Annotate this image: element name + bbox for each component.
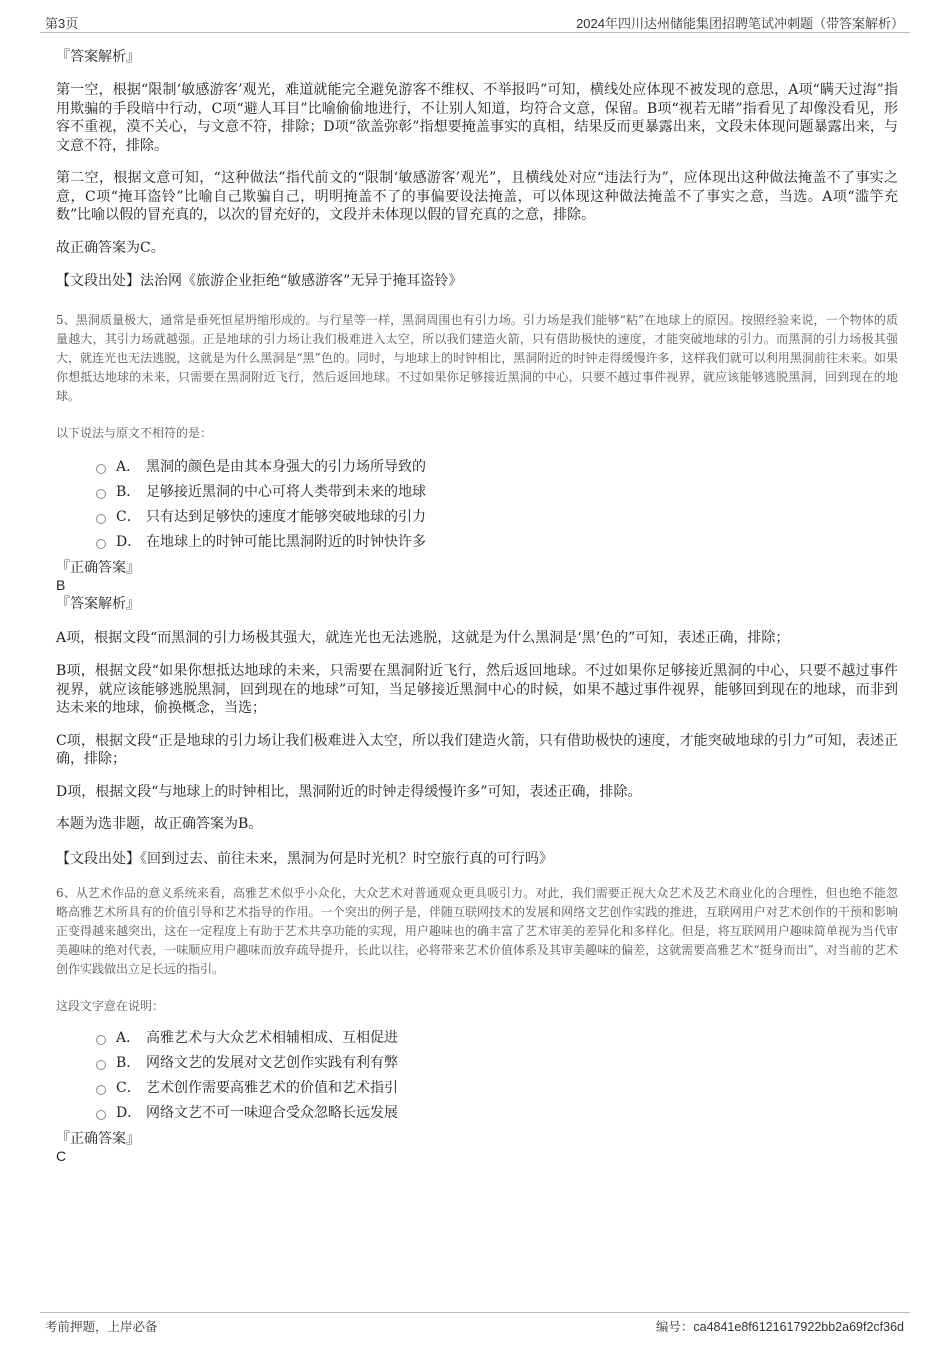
question-prompt: 这段文字意在说明： bbox=[56, 999, 165, 1013]
question-text: 5、黑洞质量极大，通常是垂死恒星坍缩形成的。与行星等一样，黑洞周围也有引力场。引力场是我们能够“粘”在地球上的原因。按照经验来说，一个物体的质量越大，其引力场就越强。正是地球的引力场让我们极难进入太空，所以我们建造火箭，只有借助极快的速度，才能突破地球的引力。而黑洞的引力场极其强大，就连光也无法逃脱，这就是为什么黑洞是“黑”色的。同时，与地球上的时钟相比，黑洞附近的时钟走得缓慢许多，这样我们就可以利用黑洞前往未来。如果你想抵达地球的未来，只需要在黑洞附近飞行，然后返回地球。不过如果你足够接近黑洞的中心，只要不越过事件视界，就应该能够逃脱黑洞，回到现在的地球。 bbox=[56, 312, 898, 403]
analysis-option-c: C项，根据文段“正是地球的引力场让我们极难进入太空，所以我们建造火箭，只有借助极快的速度，才能突破地球的引力”可知，表述正确，排除； bbox=[56, 732, 898, 767]
page-number: 第3页 bbox=[45, 16, 79, 31]
analysis-option-a: A项，根据文段“而黑洞的引力场极其强大，就连光也无法逃脱，这就是为什么黑洞是‘黑’色的”可知，表述正确，排除； bbox=[56, 629, 790, 646]
correct-answer-label: 『正确答案』 bbox=[56, 559, 140, 576]
radio-icon[interactable] bbox=[96, 1110, 106, 1120]
radio-icon[interactable] bbox=[96, 539, 106, 549]
option-b[interactable]: B． 网络文艺的发展对文艺创作实践有利有弊 bbox=[96, 1051, 898, 1076]
footer-slogan: 考前押题，上岸必备 bbox=[45, 1320, 158, 1334]
correct-answer: B bbox=[56, 576, 66, 593]
option-c[interactable]: C． 只有达到足够快的速度才能够突破地球的引力 bbox=[96, 505, 898, 530]
document-id: 编号：ca4841e8f6121617922bb2a69f2cf36d bbox=[655, 1320, 904, 1334]
radio-icon[interactable] bbox=[96, 1060, 106, 1070]
radio-icon[interactable] bbox=[96, 514, 106, 524]
option-list bbox=[56, 1026, 898, 1126]
analysis-conclusion: 故正确答案为C。 bbox=[56, 239, 165, 256]
analysis-label: 『答案解析』 bbox=[56, 595, 140, 612]
source-citation: 【文段出处】法治网《旅游企业拒绝“敏感游客”无异于掩耳盗铃》 bbox=[56, 273, 463, 289]
question-text: 6、从艺术作品的意义系统来看，高雅艺术似乎小众化，大众艺术对普通观众更具吸引力。对此，我们需要正视大众艺术及艺术商业化的合理性，但也绝不能忽略高雅艺术所具有的价值引导和艺术指导的作用。一个突出的例子是，伴随互联网技术的发展和网络文艺创作实践的推进，互联网用户对艺术创作的干预和影响正变得越来越突出，这在一定程度上有助于艺术共享功能的实现，用户趣味也的确丰富了艺术审美的差异化和多样化。但是，将互联网用户趣味简单视为当代审美趣味的绝对代表，一味顺应用户趣味而放弃疏导提升，长此以往，必将带来艺术价值体系及其审美趣味的偏差，这就需要高雅艺术“挺身而出”，对当前的艺术创作实践做出立足长远的指引。 bbox=[56, 886, 898, 976]
analysis-label: 『答案解析』 bbox=[56, 49, 140, 65]
analysis-option-b: B项，根据文段“如果你想抵达地球的未来，只需要在黑洞附近飞行，然后返回地球。不过如果你足够接近黑洞的中心，只要不越过事件视界，就应该能够逃脱黑洞，回到现在的地球”可知，当足够接近黑洞中心的时候，如果不越过事件视界，能够回到现在的地球，而非到达未来的地球，偷换概念，当选； bbox=[56, 663, 898, 716]
radio-icon[interactable] bbox=[96, 1035, 106, 1045]
option-d[interactable]: D． 网络文艺不可一味迎合受众忽略长远发展 bbox=[96, 1101, 898, 1126]
analysis-option-d: D项，根据文段“与地球上的时钟相比，黑洞附近的时钟走得缓慢许多”可知，表述正确，排除。 bbox=[56, 783, 642, 800]
option-a[interactable]: A． 高雅艺术与大众艺术相辅相成、互相促进 bbox=[96, 1026, 898, 1051]
analysis-paragraph: 第一空，根据“限制‘敏感游客’观光，难道就能完全避免游客不维权、不举报吗”可知，横线处应体现不被发现的意思，A项“瞒天过海”指用欺骗的手段暗中行动，C项“避人耳目”比喻偷偷地进行，不让别人知道，均符合文意，保留。B项“视若无睹”指看见了却像没看见，形容不重视，漠不关心，与文意不符，排除；D项“欲盖弥彰”指想要掩盖事实的真相，结果反而更暴露出来，文段未体现问题暴露出来，与文意不符，排除。 bbox=[56, 82, 898, 154]
radio-icon[interactable] bbox=[96, 489, 106, 499]
option-a[interactable]: A． 黑洞的颜色是由其本身强大的引力场所导致的 bbox=[96, 455, 898, 480]
radio-icon[interactable] bbox=[96, 1085, 106, 1095]
document-body bbox=[56, 40, 898, 1164]
page-header bbox=[40, 10, 910, 33]
analysis-conclusion: 本题为选非题，故正确答案为B。 bbox=[56, 816, 263, 832]
option-d[interactable]: D． 在地球上的时钟可能比黑洞附近的时钟快许多 bbox=[96, 530, 898, 555]
radio-icon[interactable] bbox=[96, 464, 106, 474]
question-prompt: 以下说法与原文不相符的是： bbox=[56, 425, 213, 440]
option-list bbox=[56, 455, 898, 555]
analysis-paragraph: 第二空，根据文意可知，“这种做法”指代前文的“限制‘敏感游客’观光”，且横线处对应“违法行为”，应体现出这种做法掩盖不了事实之意，C项“掩耳盗铃”比喻自己欺骗自己，明明掩盖不了的事偏要设法掩盖，可以体现这种做法掩盖不了事实之意，当选。A项“滥竽充数”比喻以假的冒充真的，以次的冒充好的，文段并未体现以假的冒充真的之意，排除。 bbox=[56, 170, 898, 223]
correct-answer-label: 『正确答案』 bbox=[56, 1131, 140, 1147]
option-c[interactable]: C． 艺术创作需要高雅艺术的价值和艺术指引 bbox=[96, 1076, 898, 1101]
correct-answer: C bbox=[56, 1148, 67, 1164]
page-footer bbox=[40, 1312, 910, 1337]
document-title: 2024年四川达州储能集团招聘笔试冲刺题（带答案解析） bbox=[576, 16, 904, 31]
source-citation: 【文段出处】《回到过去、前往未来，黑洞为何是时光机？时空旅行真的可行吗》 bbox=[56, 850, 553, 867]
option-b[interactable]: B． 足够接近黑洞的中心可将人类带到未来的地球 bbox=[96, 480, 898, 505]
